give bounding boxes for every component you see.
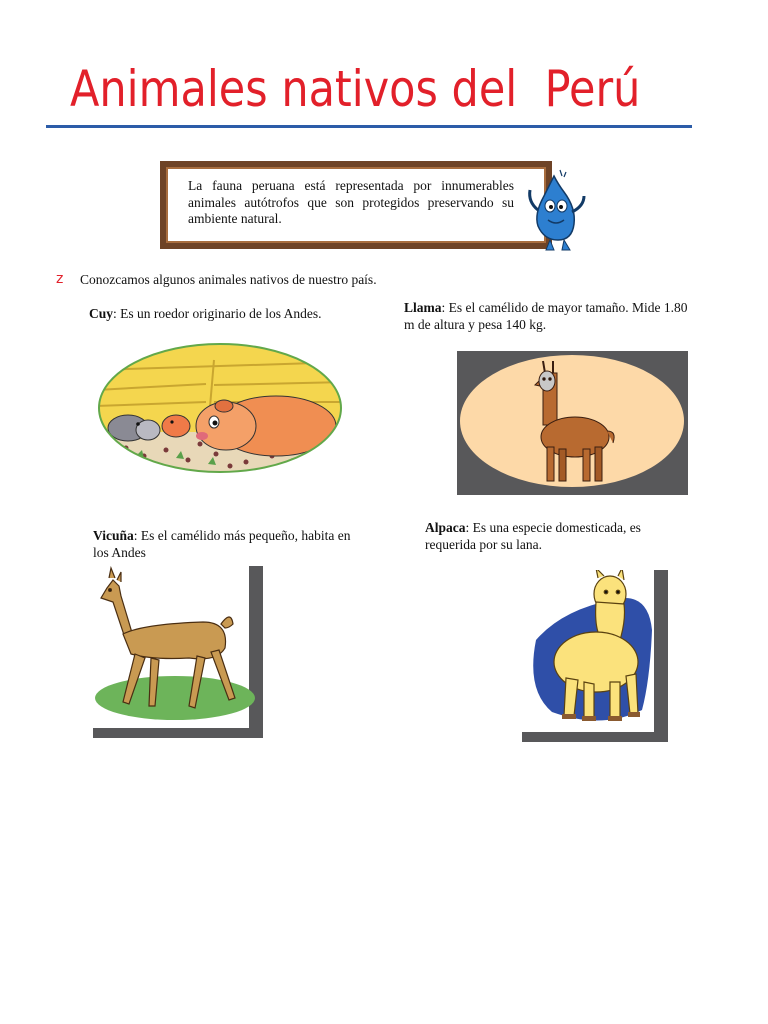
water-drop-mascot-icon: [524, 166, 594, 256]
page-title: Animales nativos del Perú: [70, 60, 641, 118]
cuy-name: Cuy: [89, 306, 114, 321]
llama-caption: [404, 299, 694, 333]
alpaca-illustration: [522, 570, 668, 742]
bullet-marker: z: [56, 271, 64, 287]
alpaca-caption: [425, 519, 655, 553]
alpaca-description: : Es una especie domesticada, es requerida por su lana.: [425, 520, 641, 552]
cuy-caption: [89, 305, 321, 322]
cuy-illustration: [96, 340, 346, 476]
section-intro-text: Conozcamos algunos animales nativos de nuestro país.: [80, 272, 377, 287]
llama-description: : Es el camélido de mayor tamaño. Mide 1.80 m de altura y pesa 140 kg.: [404, 300, 688, 332]
llama-illustration: [457, 351, 688, 495]
intro-text: La fauna peruana está representada por innumerables animales autótrofos que son protegidos preservando su ambiente natural.: [188, 178, 514, 226]
alpaca-name: Alpaca: [425, 520, 466, 535]
vicuna-illustration: [93, 566, 263, 738]
llama-name: Llama: [404, 300, 442, 315]
vicuna-caption: [93, 527, 363, 561]
title-underline: [46, 125, 692, 128]
vicuna-name: Vicuña: [93, 528, 134, 543]
cuy-description: : Es un roedor originario de los Andes.: [113, 306, 322, 321]
vicuna-description: : Es el camélido más pequeño, habita en los Andes: [93, 528, 351, 560]
